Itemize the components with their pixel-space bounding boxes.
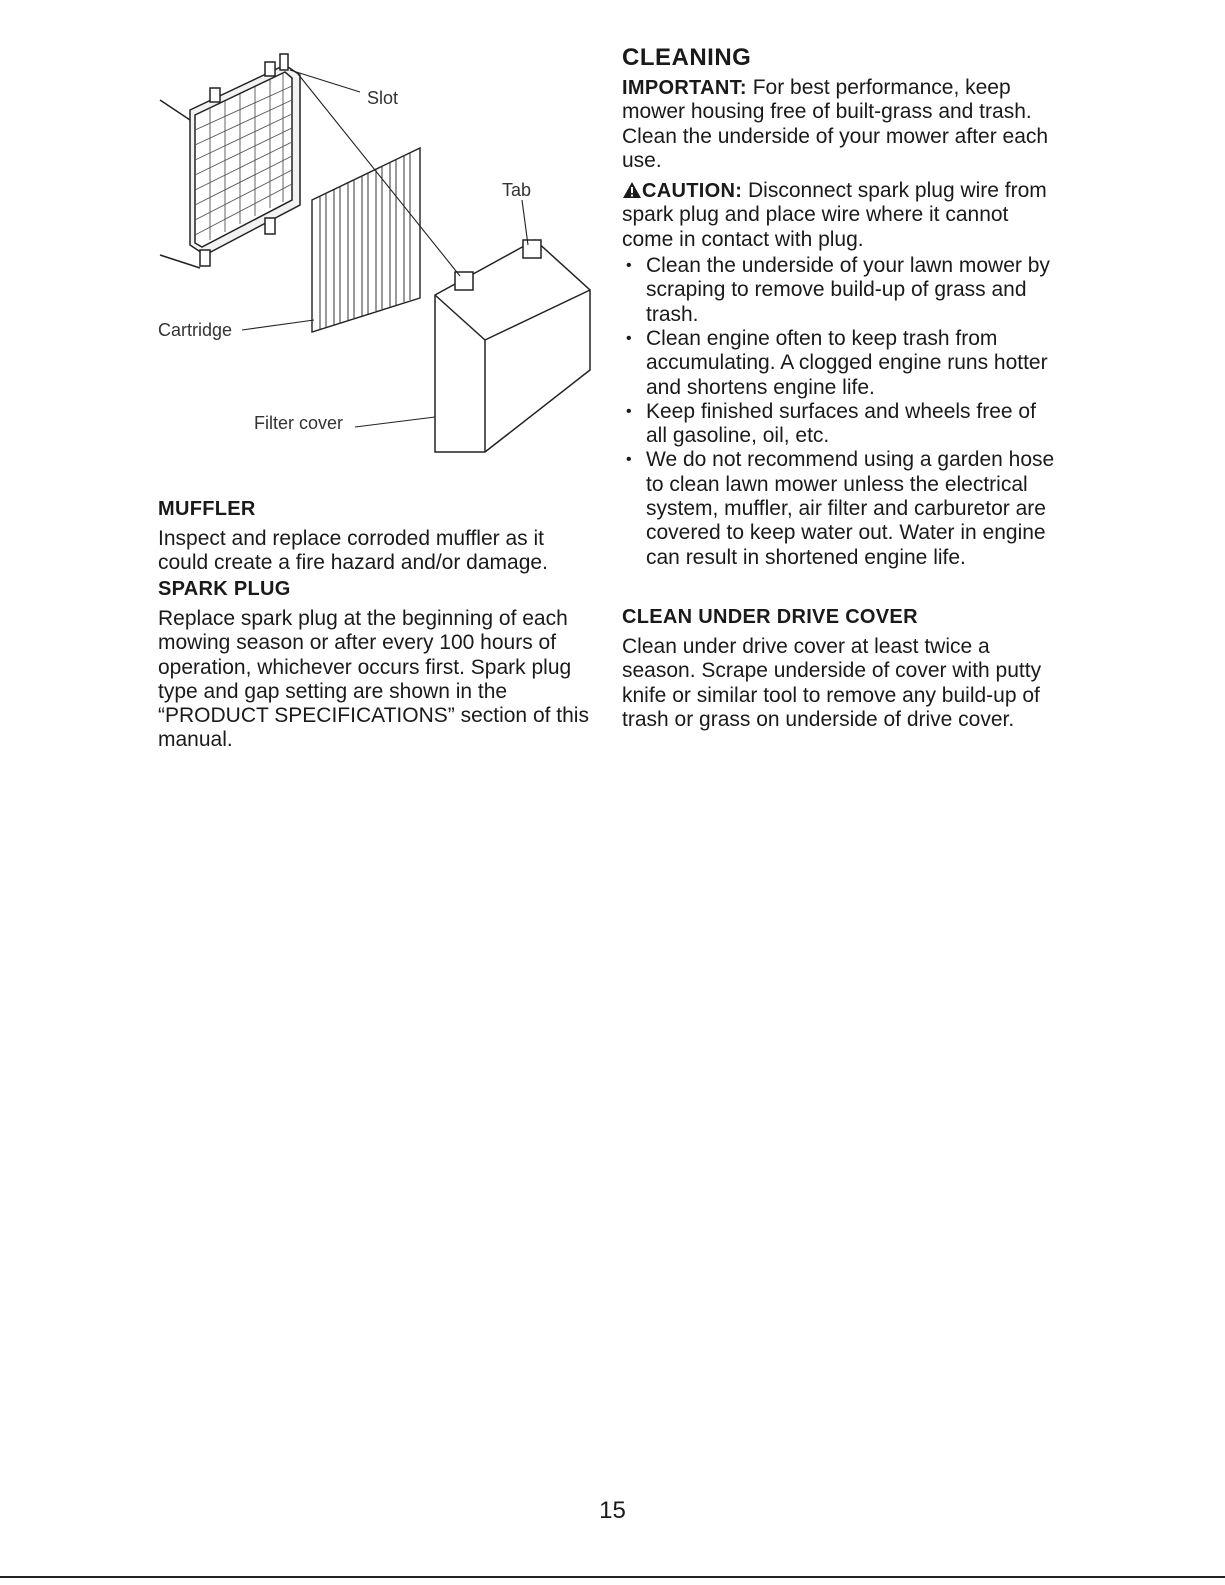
list-item: • Keep finished surfaces and wheels free of all gasoline, oil, etc. (622, 400, 1062, 449)
list-item: • Clean engine often to keep trash from accumulating. A clogged engine runs hotter and shortens engine life. (622, 327, 1062, 400)
caution-text: Disconnect spark plug wire from spark plug and place wire where it cannot come in contact with plug. (622, 179, 1047, 251)
tab-label: Tab (502, 180, 532, 200)
cleaning-heading: CLEANING (622, 44, 752, 71)
caution-note (622, 179, 1062, 252)
cleaning-section (622, 44, 1062, 570)
page-number: 15 (599, 1497, 626, 1524)
spark-plug-text: Replace spark plug at the beginning of each mowing season or after every 100 hours of operation, whichever occurs first. Spark plug type and gap setting are shown in the “PRODUCT SPECIFICATIONS” section of this manual. (158, 607, 589, 752)
slot-label: Slot (367, 88, 399, 108)
filter-housing (160, 54, 300, 268)
caution-label: CAUTION: (642, 180, 743, 203)
muffler-heading: MUFFLER (158, 498, 256, 520)
air-filter-diagram (150, 40, 610, 470)
spark-plug-section (158, 578, 590, 753)
spark-plug-heading: SPARK PLUG (158, 578, 291, 600)
bottom-rule (0, 1576, 1225, 1578)
filter-cover (435, 240, 590, 452)
important-text: For best performance, keep mower housing free of built-grass and trash. Clean the underside of your mower after each use. (622, 76, 1049, 172)
filter-cover-label: Filter cover (254, 413, 344, 433)
muffler-section (158, 498, 590, 576)
cleaning-list (622, 254, 1062, 570)
drive-cover-text: Clean under drive cover at least twice a season. Scrape underside of cover with putty knife or similar tool to remove any build-up of trash or grass on underside of drive cover. (622, 635, 1042, 731)
important-label: IMPORTANT: (622, 77, 747, 99)
cartridge-label: Cartridge (158, 320, 233, 340)
list-item: • Clean the underside of your lawn mower by scraping to remove build-up of grass and trash. (622, 254, 1062, 327)
important-note (622, 76, 1062, 173)
filter-cartridge (312, 148, 420, 332)
drive-cover-section (622, 606, 1062, 732)
drive-cover-heading: CLEAN UNDER DRIVE COVER (622, 606, 918, 628)
list-item: • We do not recommend using a garden hose to clean lawn mower unless the electrical system, muffler, air filter and carburetor are covered to keep water out. Water in engine can result in shortened engine life. (622, 448, 1062, 569)
muffler-text: Inspect and replace corroded muffler as it could create a fire hazard and/or damage. (158, 527, 548, 575)
warning-triangle-icon (622, 181, 642, 199)
